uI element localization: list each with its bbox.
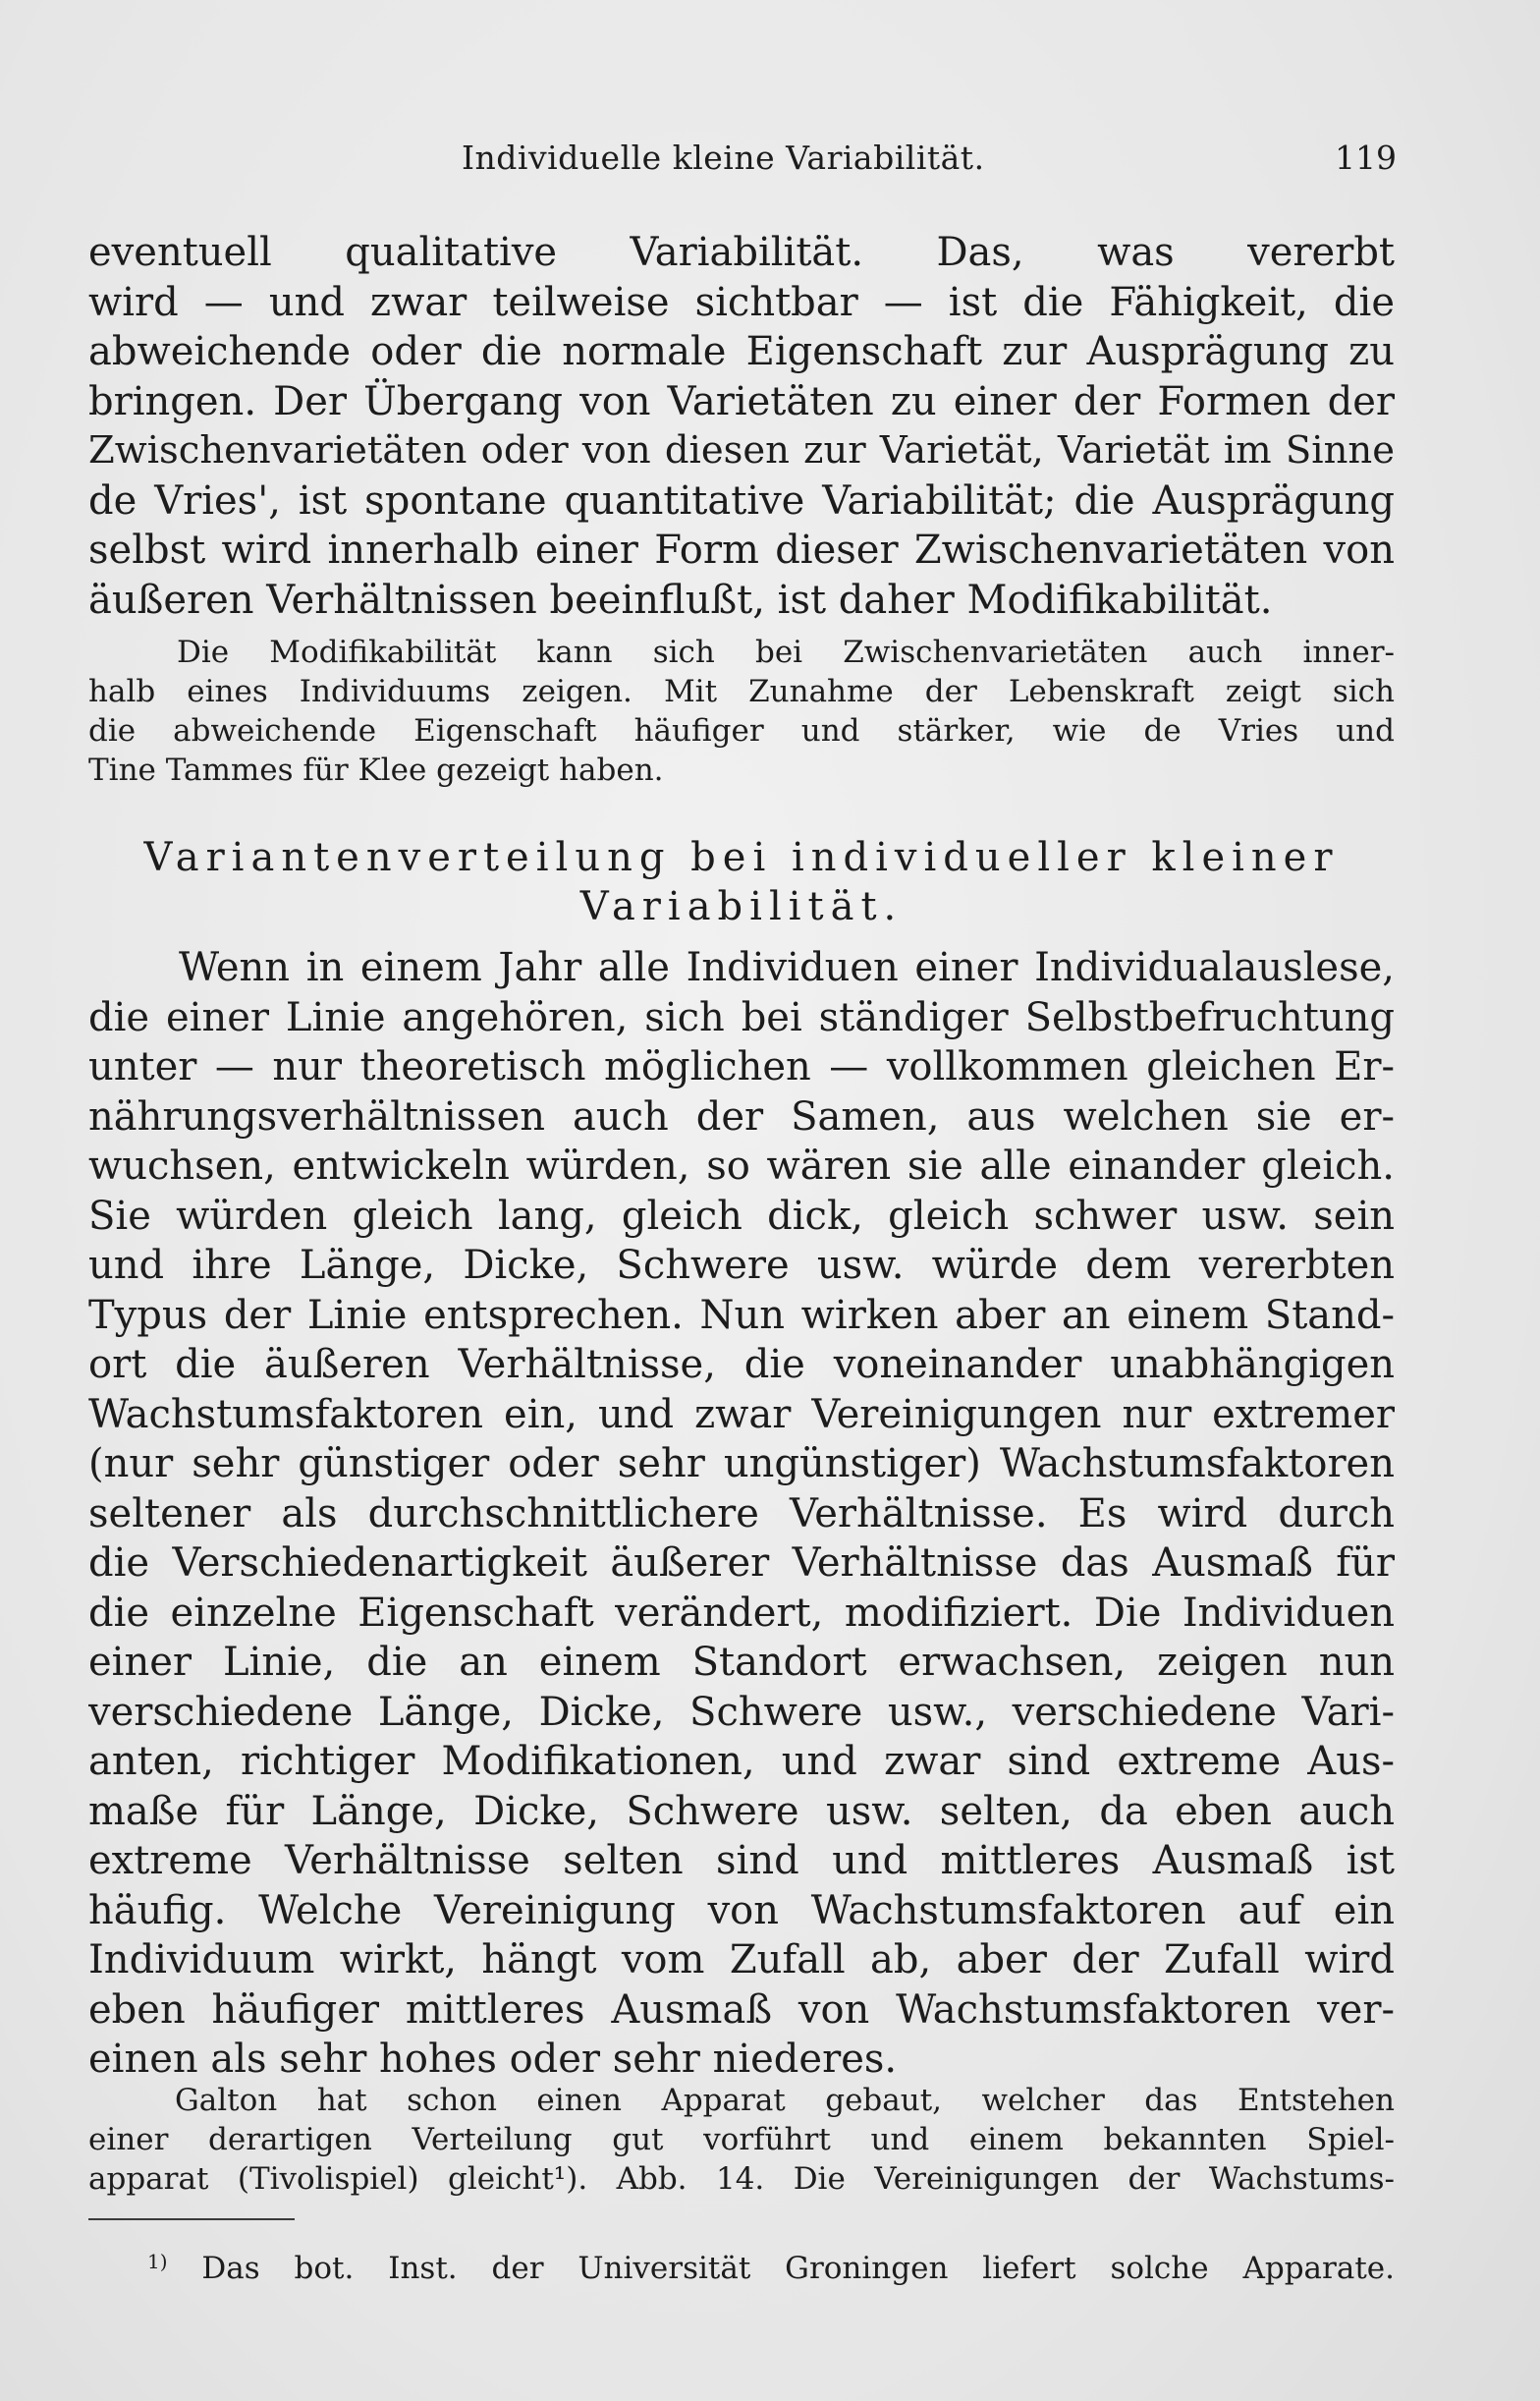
text-line: Galton hat schon einen Apparat gebaut, welcher das Entstehen [175, 2083, 1395, 2118]
text-line: Die Modifikabilität kann sich bei Zwischenvarietäten auch inner- [177, 635, 1395, 670]
text-line: maße für Länge, Dicke, Schwere usw. selten, da eben auch [88, 1788, 1395, 1834]
text-line: unter — nur theoretisch möglichen — vollkommen gleichen Er- [88, 1044, 1395, 1089]
text-line: äußeren Verhältnissen beeinflußt, ist daher Modifikabilität. [88, 577, 1273, 623]
text-line: Wachstumsfaktoren ein, und zwar Vereinigungen nur extremer [88, 1391, 1395, 1437]
footnote-rule [88, 2218, 295, 2220]
text-line: einer Linie, die an einem Standort erwachsen, zeigen nun [88, 1640, 1395, 1685]
small-paragraph-1 [88, 633, 1395, 790]
footnote-marker: 1) [147, 2250, 168, 2273]
text-line: Tine Tammes für Klee gezeigt haben. [88, 753, 664, 788]
text-line: Typus der Linie entsprechen. Nun wirken aber an einem Stand- [88, 1292, 1395, 1338]
text-line: die Verschiedenartigkeit äußerer Verhältnisse das Ausmaß für [88, 1540, 1395, 1586]
page-header [88, 134, 1395, 183]
text-line: ort die äußeren Verhältnisse, die voneinander unabhängigen [88, 1342, 1395, 1387]
text-line: (nur sehr günstiger oder sehr ungünstiger) Wachstumsfaktoren [88, 1441, 1395, 1486]
text-line: eventuell qualitative Variabilität. Das, was vererbt [88, 230, 1395, 275]
text-line: häufig. Welche Vereinigung von Wachstumsfaktoren auf ein [88, 1887, 1395, 1933]
text-line: verschiedene Länge, Dicke, Schwere usw., verschiedene Vari- [88, 1689, 1395, 1735]
footnote-text: Das bot. Inst. der Universität Groningen liefert solche Apparate. [201, 2251, 1395, 2286]
text-line: eben häufiger mittleres Ausmaß von Wachstumsfaktoren ver- [88, 1986, 1395, 2033]
text-line: extreme Verhältnisse selten sind und mittleres Ausmaß ist [88, 1838, 1395, 1883]
text-line: de Vries', ist spontane quantitative Variabilität; die Ausprägung [88, 477, 1395, 524]
text-line: seltener als durchschnittlichere Verhältnisse. Es wird durch [88, 1490, 1395, 1536]
paragraph-1 [88, 228, 1395, 625]
paragraph-2 [88, 943, 1395, 2085]
text-line: nährungsverhältnissen auch der Samen, aus welchen sie er- [88, 1093, 1395, 1140]
running-title: Individuelle kleine Variabilität. [462, 139, 985, 177]
text-line: bringen. Der Übergang von Varietäten zu einer der Formen der [88, 378, 1395, 424]
text-line: Zwischenvarietäten oder von diesen zur Varietät, Varietät im Sinne [88, 428, 1395, 473]
text-line: und ihre Länge, Dicke, Schwere usw. würde dem vererbten [88, 1243, 1395, 1288]
text-line: anten, richtiger Modifikationen, und zwar sind extreme Aus- [88, 1739, 1395, 1784]
section-heading-line-2: Variabilität. [579, 884, 904, 929]
text-line: wuchsen, entwickeln würden, so wären sie alle einander gleich. [88, 1144, 1395, 1189]
section-heading [88, 833, 1395, 931]
text-line: Sie würden gleich lang, gleich dick, gleich schwer usw. sein [88, 1193, 1395, 1239]
text-line: wird — und zwar teilweise sichtbar — ist die Fähigkeit, die [88, 279, 1395, 325]
text-line: die einer Linie angehören, sich bei ständiger Selbstbefruchtung [88, 994, 1395, 1040]
small-paragraph-2 [88, 2081, 1395, 2199]
text-line: selbst wird innerhalb einer Form dieser Zwischenvarietäten von [88, 528, 1395, 573]
footnote [147, 2242, 1395, 2288]
section-heading-line-1: Variantenverteilung bei individueller kleiner [143, 835, 1340, 880]
text-line: einen als sehr hohes oder sehr niederes. [88, 2037, 898, 2082]
text-line: Individuum wirkt, hängt vom Zufall ab, aber der Zufall wird [88, 1937, 1395, 1982]
text-line: abweichende oder die normale Eigenschaft zur Ausprägung zu [88, 329, 1395, 374]
text-line: einer derartigen Verteilung gut vorführt und einem bekannten Spiel- [88, 2122, 1395, 2157]
text-line: halb eines Individuums zeigen. Mit Zunahme der Lebenskraft zeigt sich [88, 674, 1395, 709]
text-line: apparat (Tivolispiel) gleicht¹). Abb. 14. Die Vereinigungen der Wachstums- [88, 2161, 1395, 2197]
text-line: die abweichende Eigenschaft häufiger und stärker, wie de Vries und [88, 713, 1395, 749]
text-line: die einzelne Eigenschaft verändert, modifiziert. Die Individuen [88, 1590, 1395, 1636]
text-line: Wenn in einem Jahr alle Individuen einer Individualauslese, [179, 945, 1395, 990]
page-number: 119 [1335, 139, 1397, 177]
